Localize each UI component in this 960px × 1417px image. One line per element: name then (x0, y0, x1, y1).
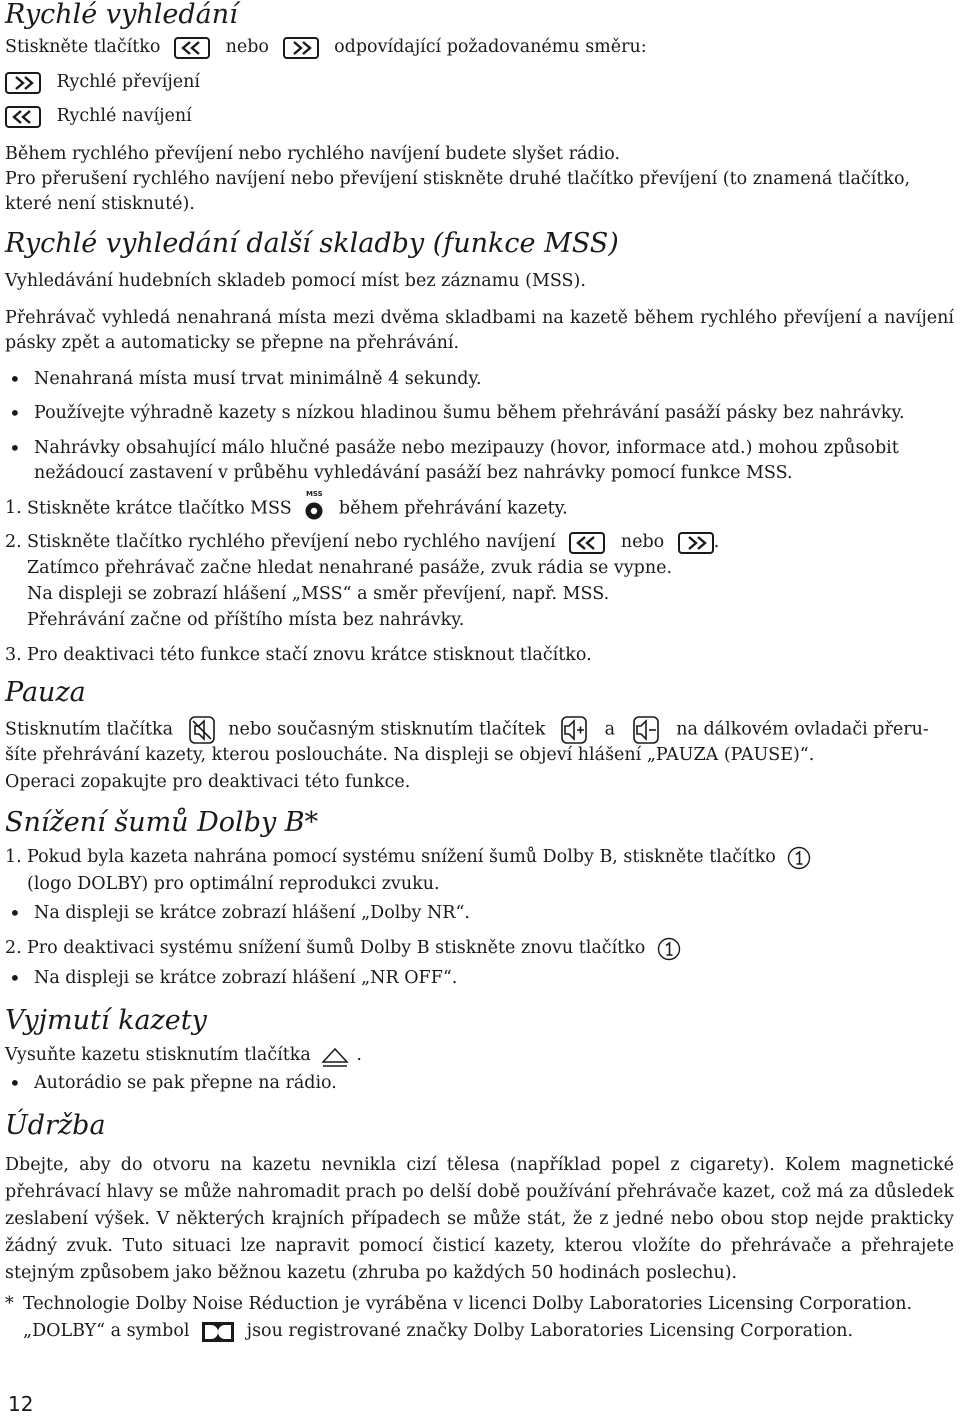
mss-step-3 (5, 643, 954, 668)
forward-icon (5, 72, 41, 94)
step1-text-b: během přehrávání kazety. (338, 498, 568, 519)
mss-button-label: MSS (305, 490, 323, 498)
rewind-icon (569, 532, 605, 554)
mss-subtitle: Vyhledávání hudebních skladeb pomocí míst bez záznamu (MSS). (5, 271, 586, 291)
mss-step-2-line-2: Na displeji se zobrazí hlášení „MSS“ a směr převíjení, např. MSS. (27, 584, 610, 604)
pause-text-d: na dálkovém ovladači přeru- (676, 719, 929, 740)
pause-line-2: šíte přehrávání kazety, kterou posloucháte. Na displeji se objeví hlášení „PAUZA (PAUSE)“. (5, 745, 815, 765)
step2-text-b: nebo (620, 532, 665, 552)
dolby-button-icon (657, 937, 681, 961)
eject-text-b: . (356, 1045, 362, 1065)
fast-search-p1: Během rychlého převíjení nebo rychlého navíjení budete slyšet rádio. (5, 144, 621, 164)
dolby-bullet-2: • Na displeji se krátce zobrazí hlášení „NR OFF“. (5, 966, 954, 991)
pause-line-3: Operaci zopakujte pro deaktivaci této funkce. (5, 772, 411, 792)
pause-text-a: Stisknutím tlačítka (5, 719, 174, 740)
eject-line (5, 1043, 954, 1068)
footnote-line-2 (5, 1319, 954, 1344)
volume-up-icon (561, 716, 587, 744)
dolby-bullet-1: • Na displeji se krátce zobrazí hlášení „Dolby NR“. (5, 901, 954, 926)
mss-bullet-1: • Nenahraná místa musí trvat minimálně 4 sekundy. (5, 367, 954, 392)
step2-text-c: . (713, 532, 720, 552)
mss-button-icon (303, 490, 325, 522)
eject-bullet: • Autorádio se pak přepne na rádio. (5, 1071, 954, 1096)
forward-icon (283, 37, 319, 59)
volume-down-icon (633, 716, 659, 744)
rewind-icon (5, 106, 41, 128)
mss-step-1 (5, 490, 954, 522)
section-title-pause: Pauza (5, 677, 86, 708)
footnote-text-2b: jsou registrované značky Dolby Laboratories Licensing Corporation. (246, 1321, 854, 1341)
footnote-line-1 (5, 1292, 954, 1317)
fast-search-intro (5, 35, 954, 60)
pause-line-1 (5, 716, 954, 744)
dolby-step2-text: Pro deaktivaci systému snížení šumů Dolby B stiskněte znovu tlačítko (27, 938, 646, 958)
mss-step-2 (5, 530, 954, 555)
mss-p1: Přehrávač vyhledá nenahraná místa mezi dvěma skladbami na kazetě během rychlého převíjení a navíjení pásky zpět a automaticky se přepne na přehrávání. (5, 308, 954, 353)
step-number: 2. (5, 938, 22, 958)
page-number: 12 (8, 1392, 34, 1416)
dolby-step-2 (5, 936, 954, 961)
fast-search-p2: Pro přerušení rychlého navíjení nebo převíjení stiskněte druhé tlačítko převíjení (to znamená tlačítko, které není stisknuté). (5, 169, 911, 214)
dolby-logo-icon (201, 1321, 235, 1343)
dolby-step1-text-a: Pokud byla kazeta nahrána pomocí systému snížení šumů Dolby B, stiskněte tlačítko (27, 847, 776, 867)
eject-text-a: Vysuňte kazetu stisknutím tlačítka (5, 1045, 311, 1065)
intro-text-c: odpovídající požadovanému směru: (334, 37, 647, 57)
section-title-eject: Vyjmutí kazety (5, 1005, 207, 1036)
step3-text: Pro deaktivaci této funkce stačí znovu krátce stisknout tlačítko. (27, 645, 592, 665)
pause-text-c: a (604, 719, 616, 740)
step-number: 2. (5, 532, 22, 552)
footnote-text-1: Technologie Dolby Noise Réduction je vyráběna v licenci Dolby Laboratories Licensing Corporation. (23, 1294, 913, 1314)
footnote-text-2a: „DOLBY“ a symbol (23, 1321, 190, 1341)
mss-step-2-line-1: Zatímco přehrávač začne hledat nenahrané pasáže, zvuk rádia se vypne. (27, 558, 673, 578)
intro-text-a: Stiskněte tlačítko (5, 37, 161, 57)
pause-text-b: nebo současným stisknutím tlačítek (228, 719, 546, 740)
section-title-fast-search: Rychlé vyhledání (5, 0, 238, 30)
rewind-label: Rychlé navíjení (56, 106, 192, 126)
footnote-star: * (5, 1294, 14, 1314)
dolby-step-1 (5, 845, 954, 870)
section-title-dolby: Snížení šumů Dolby B* (5, 807, 319, 838)
rewind-icon (174, 37, 210, 59)
step-number: 3. (5, 645, 22, 665)
step-number: 1. (5, 847, 22, 867)
step2-text-a: Stiskněte tlačítko rychlého převíjení nebo rychlého navíjení (27, 532, 556, 552)
forward-icon (678, 532, 714, 554)
mss-bullet-3: • Nahrávky obsahující málo hlučné pasáže nebo mezipauzy (hovor, informace atd.) mohou způsobit nežádoucí zastavení v průběhu vyhledávání pasáží bez nahrávky pomocí funkce MSS. (5, 436, 954, 486)
forward-label-line (5, 70, 954, 95)
mute-icon (189, 716, 215, 744)
dolby-button-icon (787, 846, 811, 870)
rewind-label-line (5, 104, 954, 129)
eject-icon (320, 1045, 350, 1067)
section-title-maintenance: Údržba (5, 1110, 106, 1141)
intro-text-b: nebo (225, 37, 269, 57)
mss-step-2-line-3: Přehrávání začne od příštího místa bez nahrávky. (27, 610, 465, 630)
mss-bullet-2: • Používejte výhradně kazety s nízkou hladinou šumu během přehrávání pasáží pásky bez nahrávky. (5, 401, 954, 426)
section-title-mss: Rychlé vyhledání další skladby (funkce MSS) (5, 228, 619, 259)
forward-label: Rychlé převíjení (56, 72, 200, 92)
maintenance-paragraph: Dbejte, aby do otvoru na kazetu nevnikla cizí tělesa (například popel z cigarety). Kolem magnetické přehrávací hlavy se může nahromadit prach po delší době používání přehrávače kazet, což má za důsledek zeslabení výšek. V některých krajních případech se může stát, že z jedné nebo obou stop nejde prakticky žádný zvuk. Tuto situaci lze napravit pomocí čisticí kazety, kterou vložíte do přehrávače a přehrajete stejným způsobem jako běžnou kazetu (zhruba po každých 50 hodinách poslechu). (5, 1155, 954, 1283)
step-number: 1. (5, 498, 22, 518)
step1-text-a: Stiskněte krátce tlačítko MSS (27, 498, 292, 519)
dolby-step-1-line-2: (logo DOLBY) pro optimální reprodukci zvuku. (27, 874, 440, 894)
